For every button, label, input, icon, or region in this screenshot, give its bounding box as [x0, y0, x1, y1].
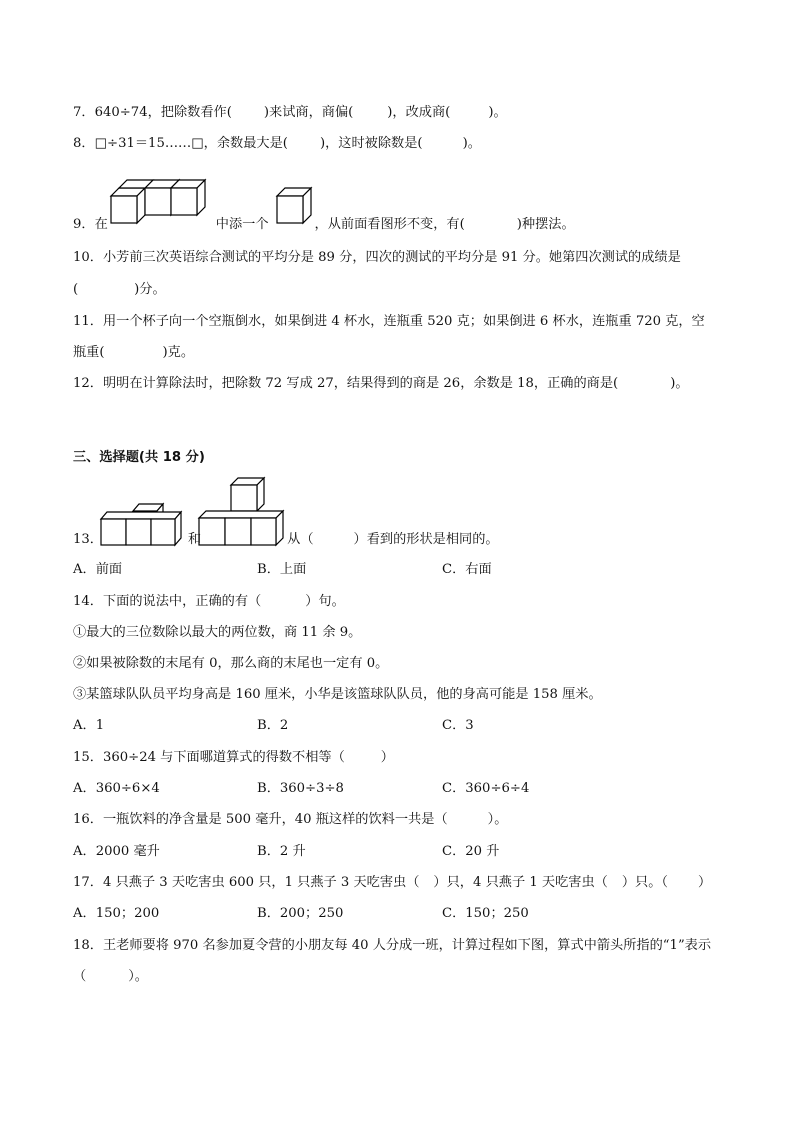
question-17: 17．4 只燕子 3 天吃害虫 600 只，1 只燕子 3 天吃害虫（ ）只，4 只燕子 1 天吃害虫（ ）只。（ ） — [73, 875, 712, 890]
question-13: 13． 和 从（ ）看到的形状是相同的。 — [73, 532, 499, 547]
option-b[interactable]: B．上面 — [257, 562, 307, 577]
option-a[interactable]: A．1 — [73, 718, 105, 733]
option-a[interactable]: A．前面 — [73, 562, 123, 577]
option-b[interactable]: B．200；250 — [257, 906, 344, 921]
option-a[interactable]: A．150；200 — [73, 906, 160, 921]
statement-2: ②如果被除数的末尾有 0，那么商的末尾也一定有 0。 — [73, 656, 389, 671]
question-8: 8．□÷31＝15……□，余数最大是( )，这时被除数是( )。 — [73, 136, 481, 151]
option-c[interactable]: C．20 升 — [442, 844, 500, 859]
cube-shape — [111, 188, 145, 223]
question-11: 11．用一个杯子向一个空瓶倒水，如果倒进 4 杯水，连瓶重 520 克；如果倒进 6 杯水，连瓶重 720 克，空 — [73, 314, 705, 329]
option-c[interactable]: C．3 — [442, 718, 474, 733]
cube-figure-three-row — [108, 176, 212, 226]
question-7: 7．640÷74，把除数看作( )来试商，商偏( )，改成商( )。 — [73, 105, 507, 120]
statement-3: ③某篮球队队员平均身高是 160 厘米，小华是该篮球队队员，他的身高可能是 158 厘米。 — [73, 687, 602, 702]
option-c[interactable]: C．360÷6÷4 — [442, 781, 530, 796]
option-c[interactable]: C．150；250 — [442, 906, 529, 921]
question-9: 9．在 中添一个 ，从前面看图形不变，有( )种摆法。 — [73, 217, 575, 232]
option-a[interactable]: A．360÷6×4 — [73, 781, 160, 796]
question-16: 16．一瓶饮料的净含量是 500 毫升，40 瓶这样的饮料一共是（ ）。 — [73, 812, 508, 827]
single-cube-figure — [274, 186, 314, 228]
question-15: 15．360÷24 与下面哪道算式的得数不相等（ ） — [73, 750, 394, 765]
question-18: 18．王老师要将 970 名参加夏令营的小朋友每 40 人分成一班，计算过程如下图，算式中箭头所指的“1”表示 — [73, 938, 712, 953]
option-a[interactable]: A．2000 毫升 — [73, 844, 160, 859]
question-11-line-2: 瓶重( )克。 — [73, 345, 195, 360]
section-title: 三、选择题(共 18 分) — [73, 450, 205, 465]
question-18-line-2: （ ）。 — [73, 969, 148, 984]
question-12: 12．明明在计算除法时，把除数 72 写成 27，结果得到的商是 26，余数是 18，正确的商是( )。 — [73, 376, 689, 391]
question-10: 10．小芳前三次英语综合测试的平均分是 89 分，四次的测试的平均分是 91 分。她第四次测试的成绩是 — [73, 250, 681, 265]
option-b[interactable]: B．2 升 — [257, 844, 306, 859]
question-10-line-2: ( )分。 — [73, 282, 166, 297]
option-c[interactable]: C．右面 — [442, 562, 492, 577]
question-14: 14．下面的说法中，正确的有（ ）句。 — [73, 594, 345, 609]
option-b[interactable]: B．2 — [257, 718, 289, 733]
cube-shape — [171, 180, 205, 215]
statement-1: ①最大的三位数除以最大的两位数，商 11 余 9。 — [73, 625, 362, 640]
option-b[interactable]: B．360÷3÷8 — [257, 781, 344, 796]
